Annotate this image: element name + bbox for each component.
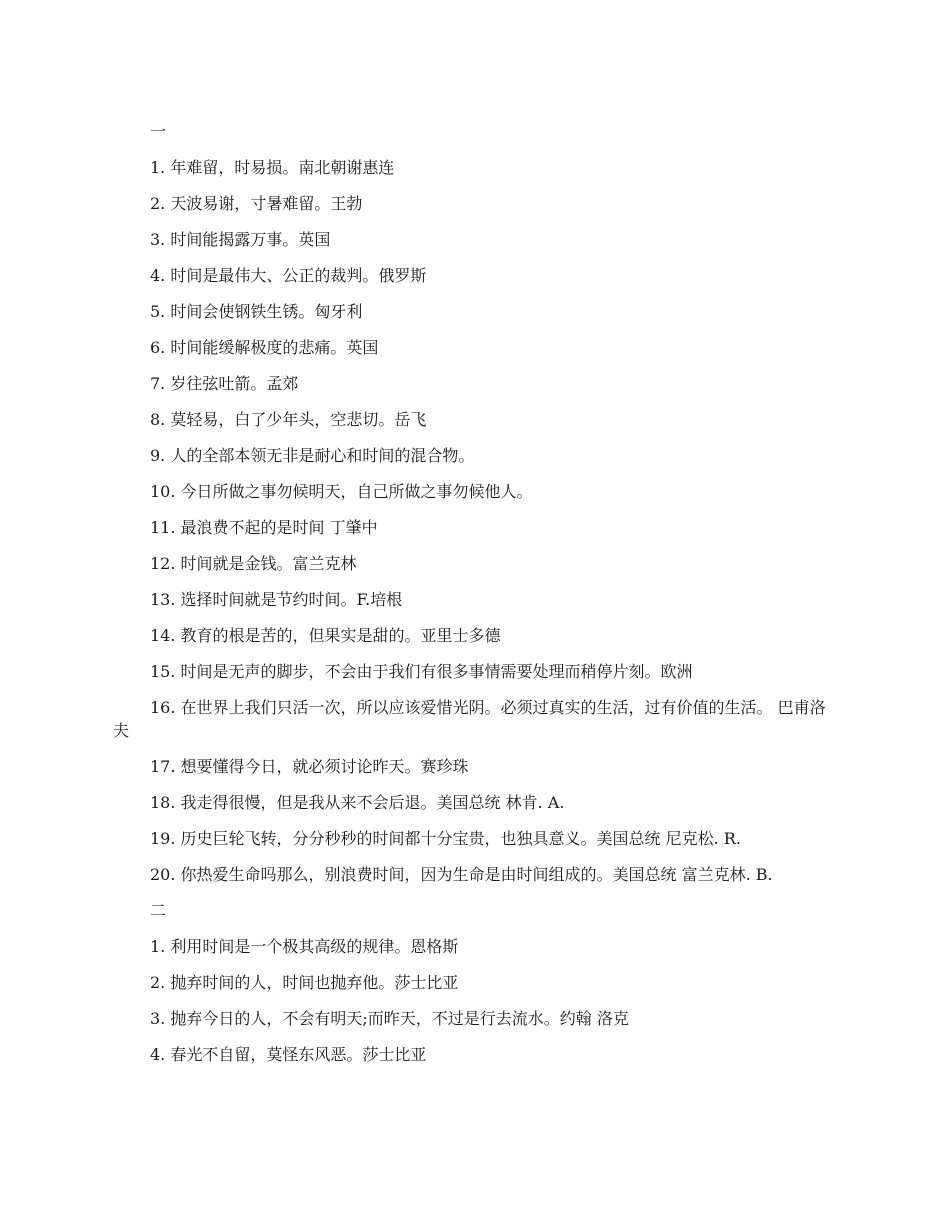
quote-item: 10. 今日所做之事勿候明天，自己所做之事勿候他人。 — [150, 482, 533, 501]
quote-item: 13. 选择时间就是节约时间。F.培根 — [150, 590, 403, 609]
section-heading-1: 一 — [150, 122, 167, 141]
document-body — [113, 120, 840, 1079]
quote-item: 17. 想要懂得今日，就必须讨论昨天。赛珍珠 — [150, 757, 469, 776]
quote-item: 11. 最浪费不起的是时间 丁肇中 — [150, 518, 378, 537]
quote-item: 20. 你热爱生命吗那么，别浪费时间，因为生命是由时间组成的。美国总统 富兰克林. B. — [150, 865, 773, 884]
quote-item: 1. 利用时间是一个极其高级的规律。恩格斯 — [150, 937, 459, 956]
quote-item: 2. 天波易谢，寸暑难留。王勃 — [150, 194, 363, 213]
quote-item: 5. 时间会使钢铁生锈。匈牙利 — [150, 302, 363, 321]
quote-item: 2. 抛弃时间的人，时间也抛弃他。莎士比亚 — [150, 973, 459, 992]
quote-item: 7. 岁往弦吐箭。孟郊 — [150, 374, 299, 393]
quote-item: 6. 时间能缓解极度的悲痛。英国 — [150, 338, 379, 357]
quote-item: 19. 历史巨轮飞转，分分秒秒的时间都十分宝贵，也独具意义。美国总统 尼克松. R. — [150, 829, 741, 848]
section-heading-2: 二 — [150, 901, 167, 920]
quote-item: 3. 抛弃今日的人，不会有明天;而昨天，不过是行去流水。约翰 洛克 — [150, 1009, 629, 1028]
quote-item: 9. 人的全部本领无非是耐心和时间的混合物。 — [150, 446, 475, 465]
quote-item: 16. 在世界上我们只活一次，所以应该爱惜光阴。必须过真实的生活，过有价值的生活。 巴甫洛夫 — [113, 698, 826, 740]
quote-item: 4. 时间是最伟大、公正的裁判。俄罗斯 — [150, 266, 427, 285]
quote-item: 1. 年难留，时易损。南北朝谢惠连 — [150, 158, 395, 177]
quote-item: 15. 时间是无声的脚步，不会由于我们有很多事情需要处理而稍停片刻。欧洲 — [150, 662, 693, 681]
quote-item: 8. 莫轻易，白了少年头，空悲切。岳飞 — [150, 410, 427, 429]
quote-item: 18. 我走得很慢，但是我从来不会后退。美国总统 林肯. A. — [150, 793, 565, 812]
quote-item: 12. 时间就是金钱。富兰克林 — [150, 554, 357, 573]
quote-item: 14. 教育的根是苦的，但果实是甜的。亚里士多德 — [150, 626, 501, 645]
quote-item: 3. 时间能揭露万事。英国 — [150, 230, 331, 249]
quote-item: 4. 春光不自留，莫怪东风恶。莎士比亚 — [150, 1045, 427, 1064]
